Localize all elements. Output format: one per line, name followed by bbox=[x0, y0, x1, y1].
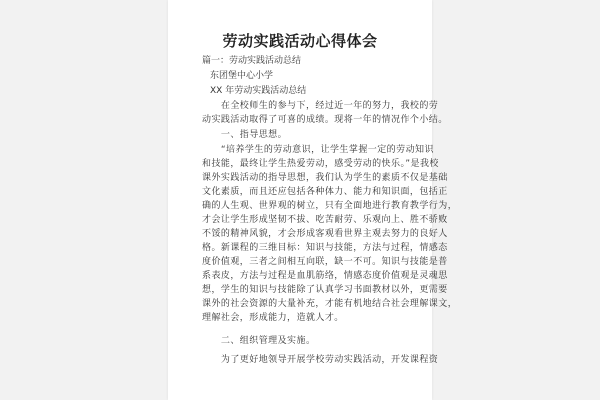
paragraph-line: 格。新课程的三维目标：知识与技能，方法与过程，情感态 bbox=[202, 243, 448, 253]
section-heading: 篇一：劳动实践活动总结 bbox=[202, 56, 302, 66]
document-title: 劳动实践活动心得体会 bbox=[222, 32, 378, 50]
paragraph-line: 为了更好地领导开展学校劳动实践活动，开发课程资 bbox=[202, 355, 439, 365]
paragraph-line: 课外的社会资源的大量补充，才能有机地结合社会理解课文， bbox=[202, 299, 458, 309]
paragraph-line: “培养学生的劳动意识，让学生掌握一定的劳动知识 bbox=[202, 145, 434, 155]
paragraph-line: 和技能，最终让学生热爱劳动，感受劳动的快乐。”是我校 bbox=[202, 159, 439, 169]
paragraph-line: 确的人生观、世界观的树立，只有全面地进行教育教学行为， bbox=[202, 201, 458, 211]
document-page bbox=[168, 0, 458, 400]
paragraph-line: 度价值观，三者之间相互向联，缺一不可。知识与技能是普 bbox=[202, 257, 448, 267]
paragraph-line: 不馁的精神风貌，才会形成客观看世界主观去努力的良好人 bbox=[202, 229, 448, 239]
paragraph-line: 才会让学生形成坚韧不拔、吃苦耐劳、乐观向上、胜不骄败 bbox=[202, 215, 448, 225]
paragraph-line: 理解社会，形成能力，造就人才。 bbox=[202, 313, 344, 323]
paragraph-line: 想，学生的知识与技能除了认真学习书面教材以外，更需要 bbox=[202, 285, 448, 295]
section-heading-line: 二、组织管理及实施。 bbox=[202, 336, 316, 346]
report-title: XX 年劳动实践活动总结 bbox=[210, 86, 307, 96]
paragraph-line: 在全校师生的参与下，经过近一年的努力，我校的劳 bbox=[202, 101, 439, 111]
paragraph-line: 动实践活动取得了可喜的成绩。现将一年的情况作个小结。 bbox=[202, 115, 448, 125]
school-name: 东团堡中心小学 bbox=[210, 71, 274, 81]
section-heading-line: 一、指导思想。 bbox=[202, 130, 288, 140]
paragraph-line: 课外实践活动的指导思想，我们认为学生的素质不仅是基础 bbox=[202, 173, 448, 183]
paragraph-line: 文化素质，而且还应包括各种体力、能力和知识面，包括正 bbox=[202, 187, 448, 197]
paragraph-line: 系表皮，方法与过程是血肌筋络，情感态度价值观是灵魂思 bbox=[202, 271, 448, 281]
